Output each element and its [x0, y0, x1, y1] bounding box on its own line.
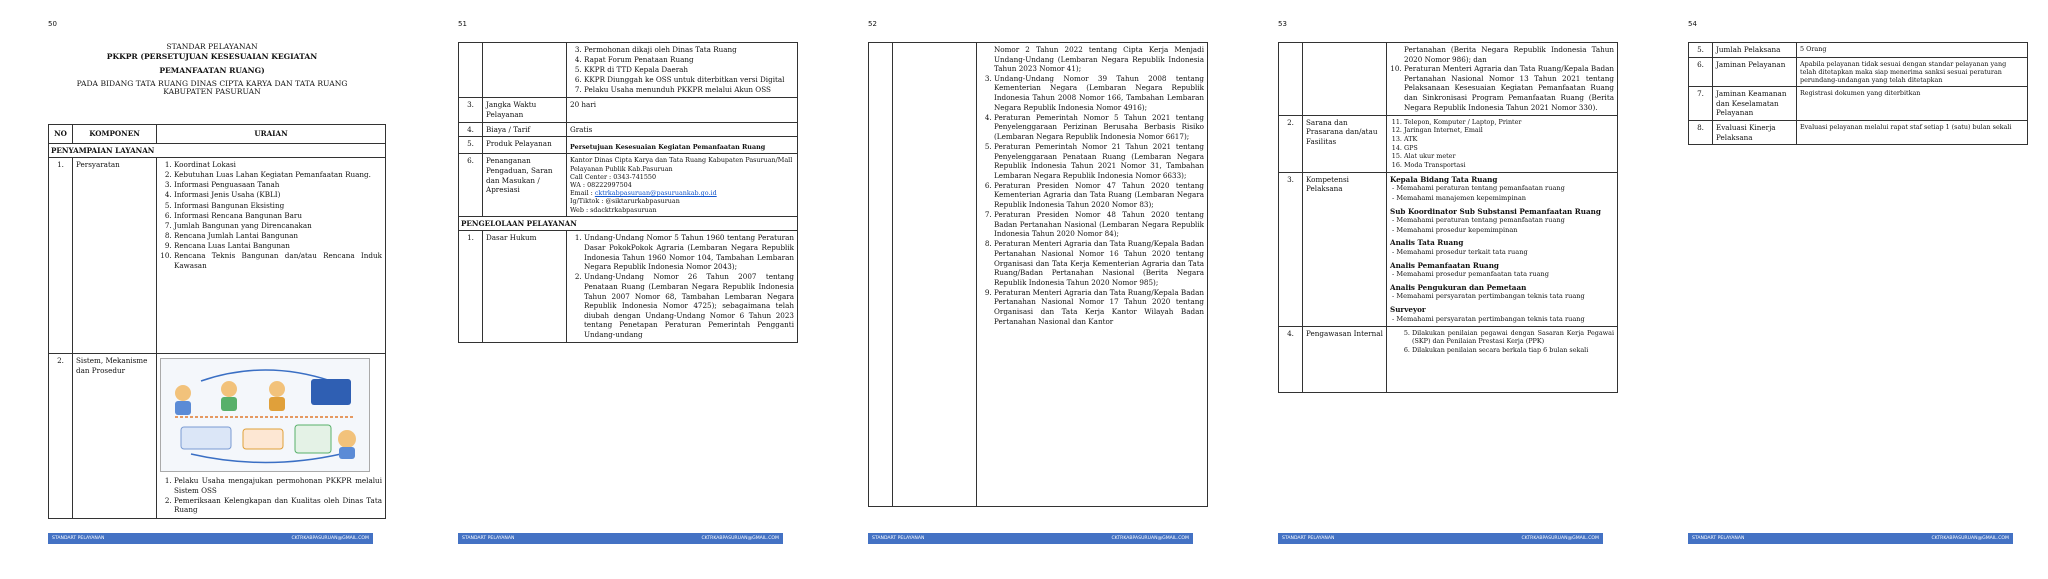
law-item: 1. Undang-Undang Nomor 5 Tahun 1960 tentang Peraturan Dasar PokokPokok Agraria (Lembaran Negara Republik Indonesia Tahun 1960 Nomor 104, Tambahan Lembaran Negara Republik Indonesia Nomor 2043); — [584, 233, 794, 271]
law-continuation: Nomor 2 Tahun 2022 tentang Cipta Kerja Menjadi Undang-Undang (Lembaran Negara Republik Indonesia Tahun 2023 Nomor 41); — [994, 45, 1204, 74]
row-komponen: Jaminan Keamanan dan Keselamatan Pelayanan — [1713, 87, 1797, 121]
page-footer — [458, 533, 783, 544]
requirement-item: 1. Koordinat Lokasi — [174, 160, 382, 170]
header-title-2: PEMANFAATAN RUANG) — [159, 66, 265, 75]
service-table — [1688, 42, 2028, 145]
service-table — [1278, 42, 1618, 393]
page-51 — [458, 20, 794, 555]
law-item: 8. Peraturan Menteri Agraria dan Tata Ruang/Kepala Badan Pertanahan Nasional Nomor 16 Tahun 2020 tentang Organisasi dan Tata Kerja Kementerian Agraria dan Tata Ruang/Badan Pertanahan Nasional (Berita Negara Republik Indonesia Tahun 2020 Nomor 985); — [994, 239, 1204, 287]
row-uraian — [1387, 172, 1618, 326]
requirement-item: 7. Jumlah Bangunan yang Direncanakan — [174, 221, 382, 231]
facility-item: 14. GPS — [1404, 144, 1614, 152]
row-komponen: Jaminan Pelayanan — [1713, 57, 1797, 87]
row-no: 4. — [1279, 327, 1303, 393]
row-komponen: Penanganan Pengaduan, Saran dan Masukan / Apresiasi — [483, 154, 567, 216]
row-uraian: Registrasi dokumen yang diterbitkan — [1797, 87, 2028, 121]
procedure-item: 7. Pelaku Usaha menunduh PKKPR melalui Akun OSS — [584, 85, 794, 95]
col-header-uraian: URAIAN — [157, 125, 386, 144]
row-no: 3. — [459, 98, 483, 122]
footer-right: CKTRKABPASURUAN@GMAIL.COM — [1111, 536, 1189, 541]
row-uraian — [567, 43, 798, 98]
page-number: 52 — [868, 20, 877, 28]
row-komponen: Evaluasi Kinerja Pelaksana — [1713, 120, 1797, 144]
page-53 — [1278, 20, 1614, 555]
service-table — [458, 42, 798, 343]
competency-item: - Memahami peraturan tentang pemanfaatan ruang — [1400, 184, 1614, 194]
requirement-item: 8. Rencana Jumlah Lantai Bangunan — [174, 231, 382, 241]
law-continuation: Pertanahan (Berita Negara Republik Indonesia Tahun 2020 Nomor 986); dan — [1404, 45, 1614, 64]
page-footer — [48, 533, 373, 544]
procedure-item: 2. Pemeriksaan Kelengkapan dan Kualitas oleh Dinas Tata Ruang — [174, 496, 382, 515]
row-komponen: Pengawasan Internal — [1303, 327, 1387, 393]
procedure-item: 6. KKPR Diunggah ke OSS untuk diterbitkan versi Digital — [584, 75, 794, 85]
row-komponen: Kompetensi Pelaksana — [1303, 172, 1387, 326]
footer-left: STANDART PELAYANAN — [1282, 536, 1335, 541]
law-item: 5. Peraturan Pemerintah Nomor 21 Tahun 2021 tentang Penyelenggaraan Penataan Ruang (Lembaran Negara Republik Indonesia Tahun 2021 Nomor 31, Tambahan Lembaran Negara Republik Indonesia Nomor 6633); — [994, 142, 1204, 180]
row-no: 7. — [1689, 87, 1713, 121]
requirement-item: 2. Kebutuhan Luas Lahan Kegiatan Pemanfaatan Ruang. — [174, 170, 382, 180]
row-uraian — [1387, 43, 1618, 116]
service-table — [48, 124, 386, 519]
instagram: Ig/Tiktok : @siktarurkabpasuruan — [570, 197, 680, 206]
footer-left: STANDART PELAYANAN — [1692, 536, 1745, 541]
facility-item: 12. Jaringan Internet, Email — [1404, 126, 1614, 134]
email-link[interactable]: cktrkabpasuruan@pasuruankab.go.id — [594, 189, 717, 198]
row-komponen: Persyaratan — [73, 158, 157, 354]
competency-item: - Memahami prosedur pemanfaatan tata ruang — [1400, 270, 1614, 280]
header-line: KABUPATEN PASURUAN — [163, 87, 261, 96]
supervision-list — [1390, 329, 1614, 354]
row-uraian: 5 Orang — [1797, 43, 2028, 58]
law-list — [570, 233, 794, 339]
page-50 — [48, 20, 382, 555]
row-no: 6. — [1689, 57, 1713, 87]
row-uraian: Gratis — [567, 122, 798, 137]
page-footer — [868, 533, 1193, 544]
row-komponen: Dasar Hukum — [483, 231, 567, 343]
footer-left: STANDART PELAYANAN — [52, 536, 105, 541]
procedure-item: 3. Permohonan dikaji oleh Dinas Tata Ruang — [584, 45, 794, 55]
competency-item: - Memahami manajemen kepemimpinan — [1400, 194, 1614, 204]
header-title: PKKPR (PERSETUJUAN KESESUAIAN KEGIATAN — [106, 52, 318, 61]
competency-title: Analis Pengukuran dan Pemetaan — [1390, 282, 1527, 292]
procedure-item: 1. Pelaku Usaha mengajukan permohonan PKKPR melalui Sistem OSS — [174, 476, 382, 495]
page-number: 53 — [1278, 20, 1287, 28]
footer-right: CKTRKABPASURUAN@GMAIL.COM — [701, 536, 779, 541]
email-label: Email : — [570, 189, 595, 198]
row-komponen: Sistem, Mekanisme dan Prosedur — [73, 354, 157, 518]
footer-right: CKTRKABPASURUAN@GMAIL.COM — [291, 536, 369, 541]
row-no: 1. — [459, 231, 483, 343]
competency-title: Sub Koordinator Sub Substansi Pemanfaatan Ruang — [1390, 206, 1601, 216]
website: Web : sdacktrkabpasuruan — [570, 205, 657, 214]
row-uraian — [567, 231, 798, 343]
footer-right: CKTRKABPASURUAN@GMAIL.COM — [1931, 536, 2009, 541]
row-komponen: Produk Pelayanan — [483, 137, 567, 154]
header-line: PADA BIDANG TATA RUANG DINAS CIPTA KARYA DAN TATA RUANG — [76, 79, 348, 88]
competency-list — [1390, 270, 1614, 280]
competency-item: - Memahami prosedur kepemimpinan — [1400, 226, 1614, 236]
competency-list — [1390, 248, 1614, 258]
footer-left: STANDART PELAYANAN — [462, 536, 515, 541]
requirements-list — [160, 160, 382, 270]
competency-title: Kepala Bidang Tata Ruang — [1390, 174, 1498, 184]
law-item: 9. Peraturan Menteri Agraria dan Tata Ruang/Kepala Badan Pertanahan Nasional Nomor 17 Tahun 2020 tentang Organisasi dan Tata Kerja Kantor Wilayah Badan Pertanahan Nasional dan Kantor — [994, 288, 1204, 326]
law-item: 10. Peraturan Menteri Agraria dan Tata Ruang/Kepala Badan Pertanahan Nasional Nomor 13 Tahun 2021 tentang Pelaksanaan Kesesuaian Kegiatan Pemanfaatan Ruang dan Sinkronisasi Program Pemanfaatan Ruang (Berita Negara Republik Indonesia Tahun 2021 Nomor 330). — [1404, 64, 1614, 112]
requirement-item: 5. Informasi Bangunan Eksisting — [174, 201, 382, 211]
row-uraian — [157, 158, 386, 354]
competency-list — [1390, 216, 1614, 235]
row-komponen: Biaya / Tarif — [483, 122, 567, 137]
competency-list — [1390, 184, 1614, 203]
col-header-no: NO — [49, 125, 73, 144]
requirement-item: 3. Informasi Penguasaan Tanah — [174, 180, 382, 190]
page-54 — [1688, 20, 2018, 555]
row-uraian: Persetujuan Kesesuaian Kegiatan Pemanfaatan Ruang — [567, 137, 798, 154]
requirement-item: 6. Informasi Rencana Bangunan Baru — [174, 211, 382, 221]
law-item: 7. Peraturan Presiden Nomor 48 Tahun 2020 tentang Badan Pertanahan Nasional (Lembaran Negara Republik Indonesia Tahun 2020 Nomor 84); — [994, 210, 1204, 239]
facility-item: 15. Alat ukur meter — [1404, 152, 1614, 160]
page-number: 54 — [1688, 20, 1697, 28]
competency-list — [1390, 315, 1614, 325]
requirement-item: 10. Rencana Teknis Bangunan dan/atau Rencana Induk Kawasan — [174, 251, 382, 270]
footer-right: CKTRKABPASURUAN@GMAIL.COM — [1521, 536, 1599, 541]
facility-list — [1390, 118, 1614, 170]
row-no: 3. — [1279, 172, 1303, 326]
supervision-item: 5. Dilakukan penilaian pegawai dengan Sasaran Kerja Pegawai (SKP) dan Penilaian Prestasi Kerja (PPK) — [1412, 329, 1614, 345]
whatsapp: WA : 08222997504 — [570, 181, 632, 190]
col-header-komponen: KOMPONEN — [73, 125, 157, 144]
header-line: STANDAR PELAYANAN — [166, 42, 258, 51]
law-item: 6. Peraturan Presiden Nomor 47 Tahun 2020 tentang Kementerian Agraria dan Tata Ruang (Lembaran Negara Republik Indonesia Tahun 2020 Nomor 83); — [994, 181, 1204, 210]
row-uraian: Apabila pelayanan tidak sesuai dengan standar pelayanan yang telah ditetapkan maka siap menerima sanksi sesuai peraturan perundang-undangan yang telah ditetapkan — [1797, 57, 2028, 87]
row-uraian — [1387, 327, 1618, 393]
row-no: 5. — [1689, 43, 1713, 58]
procedure-list — [160, 476, 382, 515]
row-komponen: Jumlah Pelaksana — [1713, 43, 1797, 58]
page-52 — [868, 20, 1204, 555]
page-footer — [1688, 533, 2013, 544]
competency-title: Analis Tata Ruang — [1390, 238, 1464, 248]
supervision-item: 6. Dilakukan penilaian secara berkala tiap 6 bulan sekali — [1412, 346, 1614, 354]
page-number: 51 — [458, 20, 467, 28]
footer-left: STANDART PELAYANAN — [872, 536, 925, 541]
service-table — [868, 42, 1208, 507]
competency-item: - Memahami prosedur terkait tata ruang — [1400, 248, 1614, 258]
row-no: 5. — [459, 137, 483, 154]
law-item: 3. Undang-Undang Nomor 39 Tahun 2008 tentang Kementerian Negara (Lembaran Negara Republik Indonesia Tahun 2008 Nomor 166, Tambahan Lembaran Negara Republik Indonesia Nomor 4916); — [994, 74, 1204, 112]
competency-title: Surveyor — [1390, 305, 1426, 314]
competency-item: - Memahami persyaratan pertimbangan teknis tata ruang — [1400, 292, 1614, 302]
document-header — [48, 42, 376, 96]
competency-item: - Memahami peraturan tentang pemanfaatan ruang — [1400, 216, 1614, 226]
procedure-item: 5. KKPR di TTD Kepala Daerah — [584, 65, 794, 75]
requirement-item: 4. Informasi Jenis Usaha (KBLI) — [174, 190, 382, 200]
facility-item: 16. Moda Transportasi — [1404, 161, 1614, 169]
row-uraian: Evaluasi pelayanan melalui rapat staf setiap 1 (satu) bulan sekali — [1797, 120, 2028, 144]
section-title: PENYAMPAIAN LAYANAN — [49, 143, 386, 158]
page-number: 50 — [48, 20, 57, 28]
row-no: 2. — [49, 354, 73, 518]
competency-list — [1390, 292, 1614, 302]
row-no: 2. — [1279, 115, 1303, 172]
facility-item: 11. Telepon, Komputer / Laptop, Printer — [1404, 118, 1614, 126]
office-address: Kantor Dinas Cipta Karya dan Tata Ruang Kabupaten Pasuruan/Mall Pelayanan Publik Kab.Pasuruan — [570, 156, 793, 173]
row-komponen: Sarana dan Prasarana dan/atau Fasilitas — [1303, 115, 1387, 172]
row-uraian — [157, 354, 386, 518]
row-uraian — [567, 154, 798, 216]
procedure-infographic — [160, 358, 370, 472]
row-no: 1. — [49, 158, 73, 354]
facility-item: 13. ATK — [1404, 135, 1614, 143]
procedure-list — [570, 45, 794, 95]
page-footer — [1278, 533, 1603, 544]
row-uraian — [977, 43, 1208, 507]
competency-item: - Memahami persyaratan pertimbangan teknis tata ruang — [1400, 315, 1614, 325]
competency-title: Analis Pemanfaatan Ruang — [1390, 260, 1499, 270]
law-item: 2. Undang-Undang Nomor 26 Tahun 2007 tentang Penataan Ruang (Lembaran Negara Republik Indonesia Tahun 2007 Nomor 68, Tambahan Lembaran Negara Republik Indonesia Nomor 4725); sebagaimana telah diubah dengan Undang-Undang Nomor 6 Tahun 2023 tentang Penetapan Peraturan Pemerintah Pengganti Undang-undang — [584, 272, 794, 339]
row-no: 6. — [459, 154, 483, 216]
row-uraian: 20 hari — [567, 98, 798, 122]
procedure-item: 4. Rapat Forum Penataan Ruang — [584, 55, 794, 65]
row-komponen: Jangka Waktu Pelayanan — [483, 98, 567, 122]
law-list — [980, 74, 1204, 326]
law-item: 4. Peraturan Pemerintah Nomor 5 Tahun 2021 tentang Penyelenggaraan Perizinan Berusaha Berbasis Risiko (Lembaran Negara Republik Indonesia Nomor 6617); — [994, 113, 1204, 142]
section-title: PENGELOLAAN PELAYANAN — [459, 216, 798, 231]
requirement-item: 9. Rencana Luas Lantai Bangunan — [174, 241, 382, 251]
call-center: Call Center : 0343-741550 — [570, 172, 657, 181]
row-no: 8. — [1689, 120, 1713, 144]
row-uraian — [1387, 115, 1618, 172]
row-no: 4. — [459, 122, 483, 137]
